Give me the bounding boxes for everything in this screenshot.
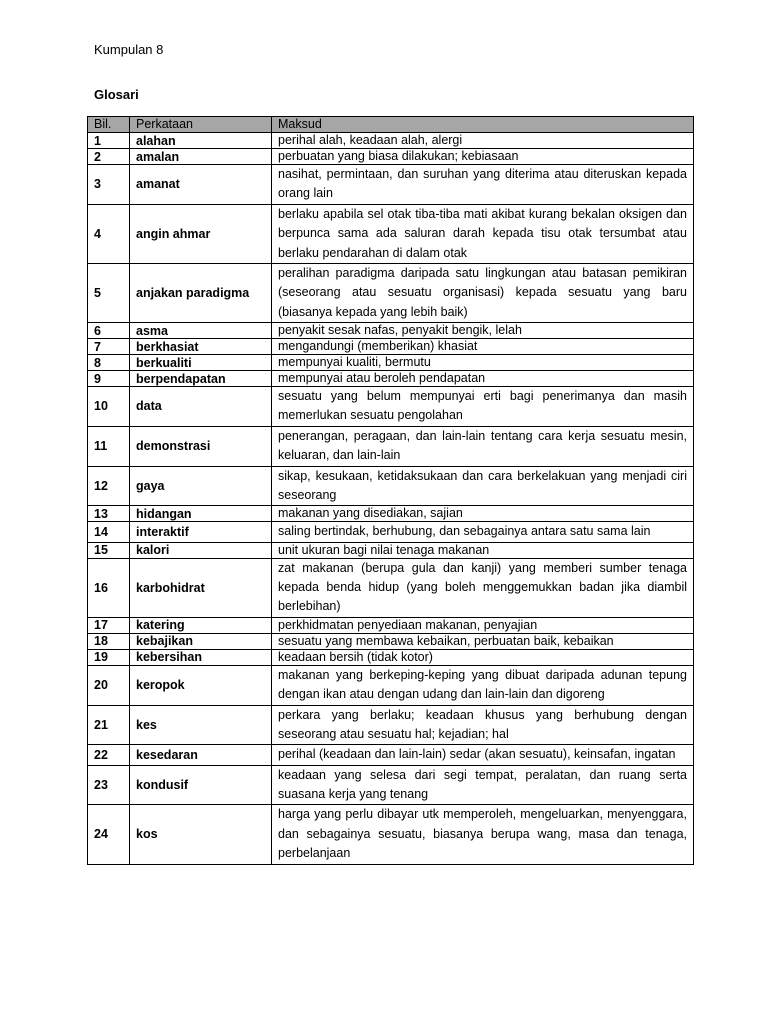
row-meaning: penerangan, peragaan, dan lain-lain tentang cara kerja sesuatu mesin, keluaran, dan lain-lain [272,426,694,466]
row-meaning: perkara yang berlaku; keadaan khusus yang berhubung dengan seseorang atau sesuatu hal; kejadian; hal [272,705,694,745]
table-row [88,165,694,205]
table-row [88,649,694,665]
row-meaning: peralihan paradigma daripada satu lingkungan atau batasan pemikiran (seseorang atau sesuatu organisasi) kepada sesuatu yang baru (biasanya kepada yang lebih baik) [272,263,694,322]
row-word: gaya [130,466,272,506]
row-number: 2 [88,149,130,165]
table-row [88,466,694,506]
row-number: 14 [88,522,130,542]
table-row [88,339,694,355]
row-number: 23 [88,765,130,805]
table-row [88,745,694,765]
row-meaning: keadaan bersih (tidak kotor) [272,649,694,665]
row-word: kalori [130,542,272,558]
row-word: data [130,387,272,427]
row-meaning: perkhidmatan penyediaan makanan, penyajian [272,617,694,633]
column-header-meaning: Maksud [272,117,694,133]
row-number: 20 [88,665,130,705]
table-row [88,617,694,633]
page-header: Kumpulan 8 [94,42,164,57]
glossary-table [87,116,694,865]
row-word: anjakan paradigma [130,263,272,322]
row-meaning: nasihat, permintaan, dan suruhan yang diterima atau diteruskan kepada orang lain [272,165,694,205]
table-row [88,542,694,558]
row-meaning: penyakit sesak nafas, penyakit bengik, lelah [272,323,694,339]
row-word: amanat [130,165,272,205]
row-meaning: perbuatan yang biasa dilakukan; kebiasaan [272,149,694,165]
row-number: 10 [88,387,130,427]
table-row [88,149,694,165]
row-word: berpendapatan [130,371,272,387]
table-row [88,765,694,805]
row-word: amalan [130,149,272,165]
row-word: katering [130,617,272,633]
row-word: keropok [130,665,272,705]
row-meaning: sikap, kesukaan, ketidaksukaan dan cara berkelakuan yang menjadi ciri seseorang [272,466,694,506]
row-meaning: unit ukuran bagi nilai tenaga makanan [272,542,694,558]
row-word: berkhasiat [130,339,272,355]
table-row [88,633,694,649]
row-word: kes [130,705,272,745]
row-word: karbohidrat [130,558,272,617]
table-row [88,665,694,705]
row-number: 19 [88,649,130,665]
row-number: 4 [88,204,130,263]
row-number: 16 [88,558,130,617]
table-row [88,558,694,617]
table-row [88,355,694,371]
table-row [88,387,694,427]
row-meaning: mengandungi (memberikan) khasiat [272,339,694,355]
table-row [88,371,694,387]
table-row [88,263,694,322]
column-header-number: Bil. [88,117,130,133]
column-header-word: Perkataan [130,117,272,133]
row-number: 3 [88,165,130,205]
row-meaning: makanan yang disediakan, sajian [272,506,694,522]
row-number: 7 [88,339,130,355]
row-number: 22 [88,745,130,765]
row-meaning: sesuatu yang belum mempunyai erti bagi penerimanya dan masih memerlukan sesuatu pengolahan [272,387,694,427]
table-row [88,323,694,339]
row-word: demonstrasi [130,426,272,466]
row-word: berkualiti [130,355,272,371]
table-row [88,204,694,263]
row-number: 5 [88,263,130,322]
row-number: 24 [88,805,130,864]
table-row [88,426,694,466]
row-number: 13 [88,506,130,522]
table-row [88,522,694,542]
row-word: kondusif [130,765,272,805]
row-word: angin ahmar [130,204,272,263]
table-row [88,805,694,864]
row-meaning: perihal alah, keadaan alah, alergi [272,133,694,149]
table-row [88,705,694,745]
row-meaning: berlaku apabila sel otak tiba-tiba mati akibat kurang bekalan oksigen dan berpunca sama ada saluran darah kepada tisu otak tersumbat atau berlaku pendarahan di dalam otak [272,204,694,263]
row-meaning: makanan yang berkeping-keping yang dibuat daripada adunan tepung dengan ikan atau dengan udang dan lain-lain dan digoreng [272,665,694,705]
row-number: 21 [88,705,130,745]
row-number: 18 [88,633,130,649]
row-number: 17 [88,617,130,633]
row-number: 1 [88,133,130,149]
row-number: 12 [88,466,130,506]
row-number: 15 [88,542,130,558]
table-row [88,506,694,522]
row-word: kos [130,805,272,864]
row-meaning: mempunyai atau beroleh pendapatan [272,371,694,387]
table-header-row [88,117,694,133]
row-meaning: perihal (keadaan dan lain-lain) sedar (akan sesuatu), keinsafan, ingatan [272,745,694,765]
row-word: kebajikan [130,633,272,649]
row-number: 8 [88,355,130,371]
row-word: hidangan [130,506,272,522]
row-meaning: zat makanan (berupa gula dan kanji) yang memberi sumber tenaga kepada benda hidup (yang boleh menggemukkan badan jika diambil berlebihan) [272,558,694,617]
row-number: 9 [88,371,130,387]
row-word: kebersihan [130,649,272,665]
row-number: 6 [88,323,130,339]
row-meaning: sesuatu yang membawa kebaikan, perbuatan baik, kebaikan [272,633,694,649]
row-meaning: saling bertindak, berhubung, dan sebagainya antara satu sama lain [272,522,694,542]
row-number: 11 [88,426,130,466]
row-word: asma [130,323,272,339]
glossary-body [88,133,694,865]
table-row [88,133,694,149]
row-word: alahan [130,133,272,149]
row-meaning: harga yang perlu dibayar utk memperoleh, mengeluarkan, menyenggara, dan sebagainya sesuatu, biasanya berupa wang, masa dan tenaga, perbelanjaan [272,805,694,864]
section-title: Glosari [94,87,139,102]
row-word: kesedaran [130,745,272,765]
row-meaning: keadaan yang selesa dari segi tempat, peralatan, dan ruang serta suasana kerja yang tenang [272,765,694,805]
row-word: interaktif [130,522,272,542]
row-meaning: mempunyai kualiti, bermutu [272,355,694,371]
